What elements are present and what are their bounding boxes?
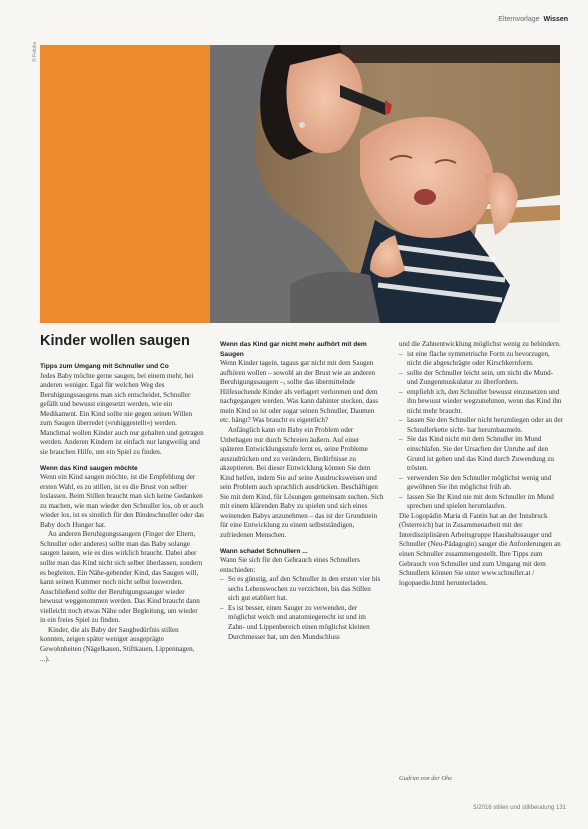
subheading: Tipps zum Umgang mit Schnuller und Co (40, 363, 169, 370)
paragraph: Anfänglich kann ein Baby ein Problem oder Unbehagen nur durch Schreien äußern. Auf einer späteren Entwicklungsstufe lernt es, seine Probleme auszudrücken und zu verändern, Bedürfnisse zu akzeptieren. Bei dieser Entwicklung können Sie dem Kind helfen, indem Sie auf seine Ausdrucksweisen und sein Problem auch sprachlich ausdrücken. Beschäftigen Sie mit dem Kind, für Lösungen gemeinsam suchen. Sich mit einem klärenden Baby zu spielen und sich eines weinenden Babys anzunehmen – das ist der Grundstein für eine Entwicklung zu einem selbstständigen, zufriedenen Menschen. (220, 426, 384, 540)
paragraph: Die Logopädin Maria di Fantin hat an der Innsbruck (Österreich) hat in Zusammenarbeit mit der Interdisziplinären Arbeitsgruppe Haushaltssauger und Schnuller (Neu-Pädagogin) sauger die Anforderungen an einen Schnuller zusammengestellt. Ihre Tipps zum Gebrauch von Schnuller und zum Umgang mit dem Schnullern können Sie unter www.schnuller.at / logopaedie.html herunterladen. (399, 511, 561, 587)
author-signature: Gudrun von der Ohe (399, 775, 453, 782)
paragraph: Wenn ein Kind saugen möchte, ist die Empfehlung der ersten Wahl, es zu stillen, ist es die Brust von selber loslassen. Beim Stillen braucht man sich keine Gedanken zu machen, wie man wieder den Schnuller los, ob er auch wieder los, ist es sinnlich für den Bindeschnuller oder das Baby doch Hunger hat. (40, 473, 204, 529)
list-item: – Sie das Kind nicht mit dem Schnuller im Mund einschlafen. Sie der Ursachen der Unruhe auf den Grund ist gehen und das Kind durch Zuwendung zu trösten. (399, 435, 563, 473)
list-item: – Es ist besser, einen Sauger zu verwenden, der möglichst weich und anatomiegerecht ist und im Zahn- und Lippenbereich einen möglichst kleinen Durchmesser hat, um den Mundschluss (220, 604, 384, 642)
header-section: Elternvorlage (498, 16, 540, 23)
paragraph: Jedes Baby möchte gerne saugen, bei einem mehr, bei anderen weniger. Egal für welchen Weg des Beruhigungssaugens man sich entscheidet, Schnuller gefällt und bewusst eingesetzt werden, wie ein Medikament. Ein Kind sollte nie gegen seinen Willen zum Saugen überredet (»ruhiggestellt«) werden. Manchmal wollen Kinder auch nur gehalten und getragen werden. Anderen Kindern ist einfach nur langweilig und sie brauchen Hilfe, um ein Spiel zu finden. (40, 371, 204, 456)
column-2 (220, 340, 384, 642)
hero-photo (40, 45, 560, 323)
list-item: – ist eine flache symmetrische Form zu bevorzugen, nicht die abgeschrägte oder Kirschkernform. (399, 350, 563, 369)
photo-credit: © Fotolia (32, 41, 38, 62)
subheading: Wenn das Kind gar nicht mehr aufhört mit dem Saugen (220, 341, 367, 358)
paragraph: und die Zahnentwicklung möglichst wenig zu behindern. (399, 340, 561, 348)
bullet-list (220, 575, 384, 642)
list-item: – sollte der Schnuller leicht sein, um nicht die Mund- und Zungenmuskulatur zu überfordern. (399, 369, 563, 388)
article-title: Kinder wollen saugen (40, 333, 190, 349)
list-item: – empfiehlt ich, den Schnuller bewusst einzusetzen und ihn bewusst wieder wegzunehmen, wenn das Kind ihn nicht mehr braucht. (399, 388, 563, 417)
paragraph: Wenn Kinder tagein, tagaus gar nicht mit dem Saugen aufhören wollen – sowohl an der Brust wie an anderen Beruhigungssaugern –, sollte das übermittelnde Hilfesuchende Kinder als verlagert verlorenen und dem nachgegangen werden. Was kann dahinter stecken, dass mein Kind so ist oder sogar seinen Schnuller, Daumen etc. hängt? Was braucht es eigentlich? (220, 359, 379, 425)
column-1 (40, 362, 204, 664)
list-item: – So es günstig, auf den Schnuller in den ersten vier bis sechs Lebenswochen zu verzichten, bis das Stillen sich gut etabliert hat. (220, 575, 384, 604)
bullet-list (399, 350, 563, 512)
paragraph: An anderen Beruhigungssaugern (Finger der Eltern, Schnuller oder anderes) sollte man das Baby solange saugen lassen, wie es dies wirklich braucht. Dabei aber sollte man das Kind nicht sich selber überlassen, sondern es begleiten. Ein Nähe-gebender Kind, das Saugen will, kann seinen Kummer noch nicht selbst loswerden. Anschließend sollte der Beruhigungssauger wieder bewusst weggenommen werden. Das Kind braucht dann vielleicht noch etwas Nähe oder Begleitung, um wieder in ein freies Spiel zu finden. (40, 530, 203, 625)
orange-panel (40, 45, 210, 323)
subheading: Wenn das Kind saugen möchte (40, 464, 138, 472)
running-header (498, 16, 568, 23)
list-item: – lassen Sie Ihr Kind nie mit dem Schnuller im Mund sprechen und spielen herumlaufen. (399, 493, 563, 512)
header-category: Wissen (543, 16, 568, 23)
list-item: – verwenden Sie den Schnuller möglichst wenig und gewöhnen Sie ihn möglichst früh ab. (399, 474, 563, 493)
page-footer: 5/2016 stillen und stillberatung 131 (473, 805, 566, 811)
subheading: Wann schadet Schnullern ... (220, 547, 308, 555)
column-3 (399, 340, 563, 588)
list-item: – lassen Sie den Schnuller nicht herumliegen oder an der Schnullerkette sicht- bar herumbaumeln. (399, 416, 563, 435)
paragraph: Kinder, die als Baby der Saugbedürfnis stillen konnten, zeigen später weniger ausgeprägte Gewohnheiten (Nägelkauen, Stiftkauen, Lippennagen, ...). (40, 625, 195, 663)
paragraph: Wann Sie sich für den Gebrauch eines Schnullers entschieden: (220, 556, 360, 574)
mother-baby-illustration (40, 45, 560, 323)
